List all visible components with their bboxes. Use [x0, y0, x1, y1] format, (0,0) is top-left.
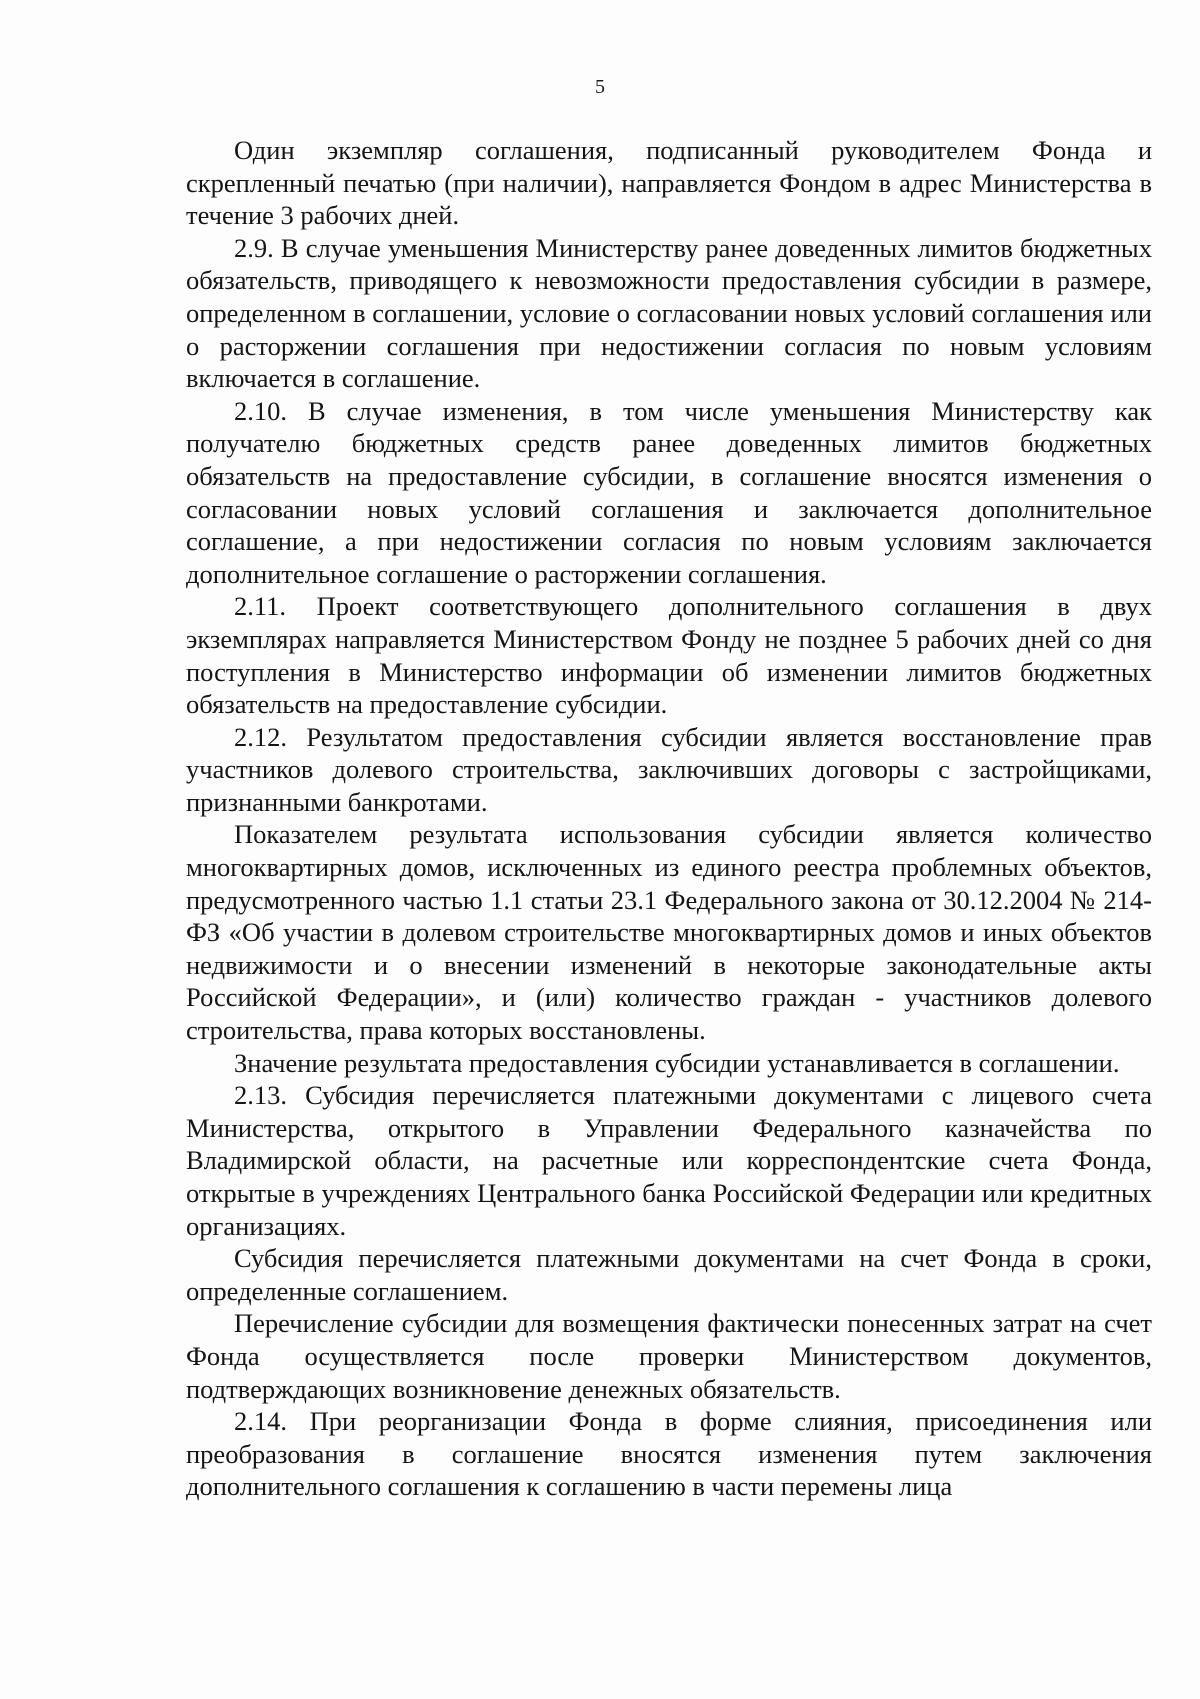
paragraph-2-11: 2.11. Проект соответствующего дополнительного соглашения в двух экземплярах направляется Министерством Фонду не позднее 5 рабочих дней со дня поступления в Министерство информации об изменении лимитов бюджетных обязательств на предоставление субсидии.: [186, 591, 1152, 720]
document-body: [186, 134, 1152, 1503]
paragraph-2-10: 2.10. В случае изменения, в том числе уменьшения Министерству как получателю бюджетных средств ранее доведенных лимитов бюджетных обязательств на предоставление субсидии, в соглашение вносятся изменения о согласовании новых условий соглашения и заключается дополнительное соглашение, а при недостижении согласия по новым условиям заключается дополнительное соглашение о расторжении соглашения.: [186, 395, 1152, 589]
paragraph-result-indicator: Показателем результата использования субсидии является количество многоквартирных домов, исключенных из единого реестра проблемных объектов, предусмотренного частью 1.1 статьи 23.1 Федерального закона от 30.12.2004 № 214-ФЗ «Об участии в долевом строительстве многоквартирных домов и иных объектов недвижимости и о внесении изменений в некоторые законодательные акты Российской Федерации», и (или) количество граждан - участников долевого строительства, права которых восстановлены.: [186, 819, 1152, 1046]
paragraph-reimbursement: Перечисление субсидии для возмещения фактически понесенных затрат на счет Фонда осуществляется после проверки Министерством документов, подтверждающих возникновение денежных обязательств.: [186, 1308, 1152, 1404]
paragraph-result-value: Значение результата предоставления субсидии устанавливается в соглашении.: [234, 1047, 1120, 1078]
paragraph-2-12: 2.12. Результатом предоставления субсидии является восстановление прав участников долевого строительства, заключивших договоры с застройщиками, признанными банкротами.: [186, 721, 1152, 817]
page-number: 5: [595, 76, 605, 98]
paragraph-agreement-copy: Один экземпляр соглашения, подписанный руководителем Фонда и скрепленный печатью (при наличии), направляется Фондом в адрес Министерства в течение 3 рабочих дней.: [186, 135, 1152, 231]
paragraph-transfer-terms: Субсидия перечисляется платежными документами на счет Фонда в сроки, определенные соглашением.: [186, 1243, 1152, 1306]
paragraph-2-13: 2.13. Субсидия перечисляется платежными документами с лицевого счета Министерства, открытого в Управлении Федерального казначейства по Владимирской области, на расчетные или корреспондентские счета Фонда, открытые в учреждениях Центрального банка Российской Федерации или кредитных организациях.: [186, 1080, 1152, 1241]
paragraph-2-14: 2.14. При реорганизации Фонда в форме слияния, присоединения или преобразования в соглашение вносятся изменения путем заключения дополнительного соглашения к соглашению в части перемены лица: [186, 1406, 1152, 1502]
paragraph-2-9: 2.9. В случае уменьшения Министерству ранее доведенных лимитов бюджетных обязательств, приводящего к невозможности предоставления субсидии в размере, определенном в соглашении, условие о согласовании новых условий соглашения или о расторжении соглашения при недостижении согласия по новым условиям включается в соглашение.: [186, 232, 1152, 394]
